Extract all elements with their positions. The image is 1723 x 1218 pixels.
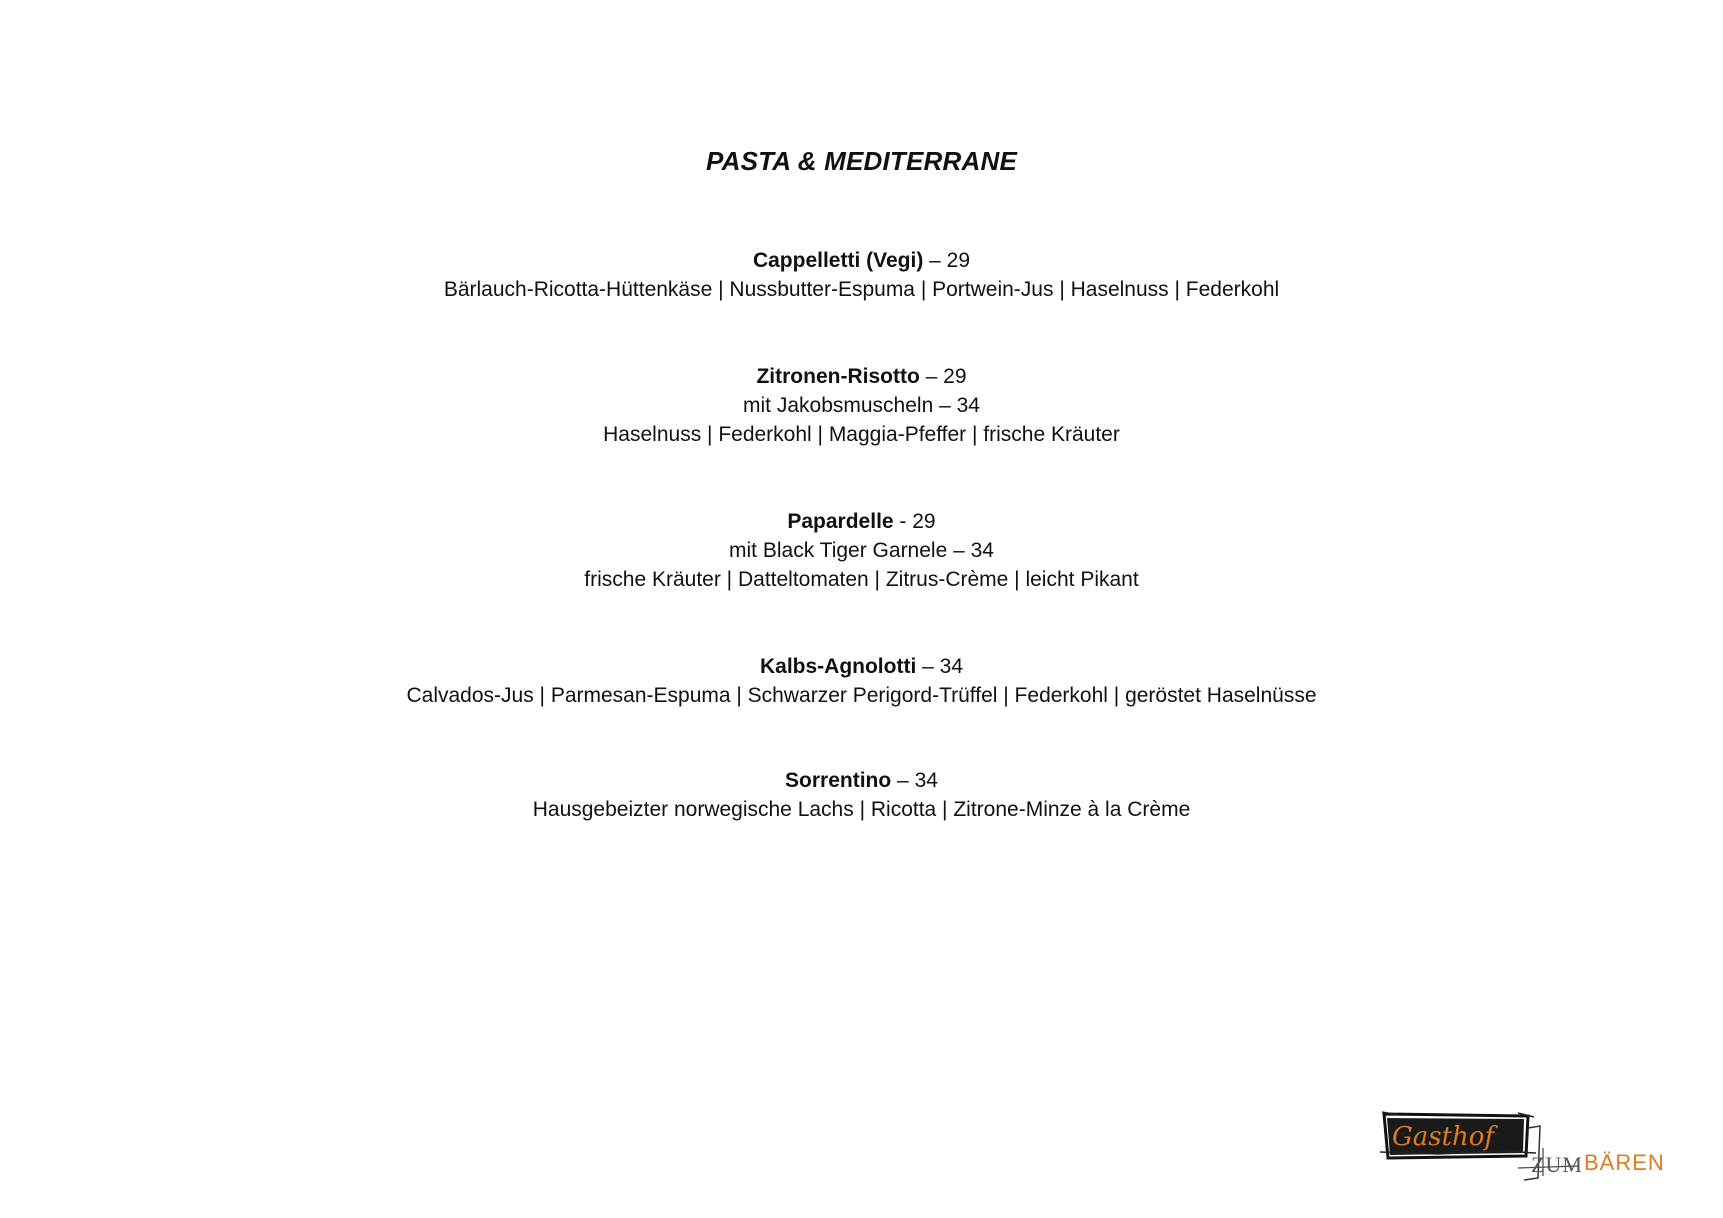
dish-option: mit Black Tiger Garnele – 34 <box>729 539 994 562</box>
dish-papardelle <box>0 507 1723 594</box>
dish-heading <box>0 246 1723 275</box>
dish-price: – 29 <box>923 249 971 272</box>
dish-option: mit Jakobsmuscheln – 34 <box>743 394 980 417</box>
dish-description: Haselnuss | Federkohl | Maggia-Pfeffer | frische Kräuter <box>603 423 1120 446</box>
dish-heading <box>0 362 1723 391</box>
dish-heading <box>0 652 1723 681</box>
dish-description: Calvados-Jus | Parmesan-Espuma | Schwarzer Perigord-Trüffel | Federkohl | geröstet Haselnüsse <box>406 684 1317 707</box>
dish-name: Sorrentino <box>785 769 892 792</box>
dish-name: Cappelletti (Vegi) <box>752 249 924 272</box>
dish-zitronen-risotto <box>0 362 1723 449</box>
dish-cappelletti <box>0 246 1723 304</box>
dish-heading <box>0 766 1723 795</box>
dish-price: – 29 <box>919 365 967 388</box>
dish-description: Hausgebeizter norwegische Lachs | Ricotta | Zitrone-Minze à la Crème <box>532 798 1191 821</box>
logo-script-text: Gasthof <box>1392 1122 1495 1152</box>
dish-price: - 29 <box>893 510 936 533</box>
logo-zum-text: ZUM <box>1531 1152 1583 1177</box>
dish-price: – 34 <box>916 655 964 678</box>
dish-price: – 34 <box>891 769 938 792</box>
logo-word-text: BÄREN <box>1584 1150 1665 1175</box>
dish-heading <box>0 507 1723 536</box>
dish-name: Kalbs-Agnolotti <box>759 655 917 678</box>
restaurant-logo <box>1378 1108 1668 1188</box>
dish-description: frische Kräuter | Datteltomaten | Zitrus-Crème | leicht Pikant <box>584 568 1139 591</box>
dish-description: Bärlauch-Ricotta-Hüttenkäse | Nussbutter-Espuma | Portwein-Jus | Haselnuss | Federkohl <box>443 278 1280 301</box>
menu-title: PASTA & MEDITERRANE <box>706 146 1017 176</box>
dish-name: Papardelle <box>787 510 894 533</box>
dish-kalbs-agnolotti <box>0 652 1723 710</box>
dish-name: Zitronen-Risotto <box>756 365 920 388</box>
dish-sorrentino <box>0 766 1723 824</box>
dish-list <box>0 246 1723 824</box>
